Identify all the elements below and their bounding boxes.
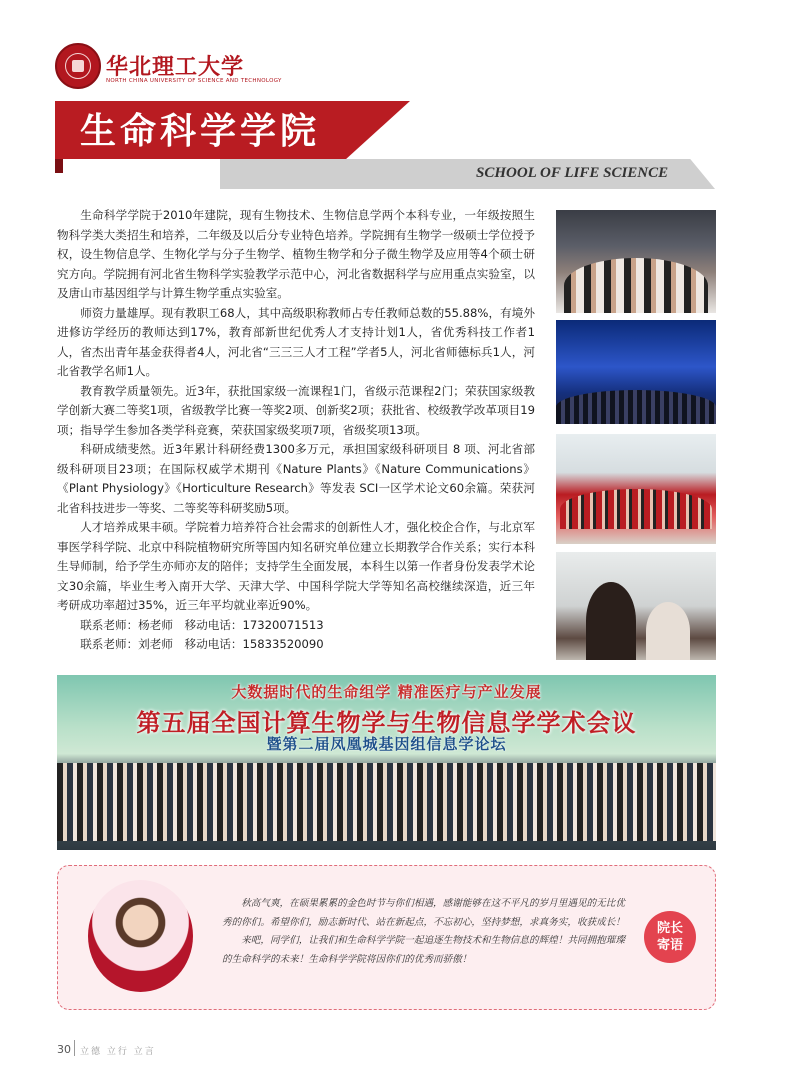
dean-message-badge [644, 911, 696, 963]
university-name-en: NORTH CHINA UNIVERSITY OF SCIENCE AND TECHNOLOGY [106, 78, 282, 84]
paragraph-faculty: 师资力量雄厚。现有教职工68人，其中高级职称教师占专任教师总数的55.88%，有境外进修访学经历的教师达到17%，教育部新世纪优秀人才支持计划1人，省优秀科技工作者1人，省杰出青年基金获得者4人，河北省“三三三人才工程”学者5人，河北省师德标兵1人，河北省教学名师1人。 [57, 305, 535, 378]
photo-auditorium-event [556, 320, 716, 424]
conference-title: 第五届全国计算生物学与生物信息学学术会议 [136, 709, 637, 737]
article-body [57, 206, 535, 655]
photo-classroom [556, 552, 716, 660]
paragraph-talent: 人才培养成果丰硕。学院着力培养符合社会需求的创新性人才，强化校企合作，与北京军事医学科学院、北京中科院植物研究所等国内知名研究单位建立长期教学合作关系；实行本科生导师制，给予学生亦师亦友的陪伴；支持学生全面发展，本科生以第一作者身份发表学术论文30余篇，毕业生考入南开大学、天津大学、中国科学院大学等知名高校继续深造，近三年考研成功率超过35%，近三年平均就业率近90%。 [57, 520, 535, 612]
footer-motto: 立德 立行 立言 [80, 1047, 156, 1057]
dean-portrait [88, 880, 193, 992]
conference-subtitle: 暨第二届凤凰城基因组信息学论坛 [266, 735, 507, 753]
group-photo-students [556, 210, 716, 313]
badge-line-2: 寄语 [656, 938, 683, 953]
title-banner-shadow [55, 159, 63, 173]
paragraph-intro: 生命科学学院于2010年建院，现有生物技术、生物信息学两个本科专业，一年级按照生物科学类大类招生和培养，二年级及以后分专业特色培养。学院拥有生物学一级硕士学位授予权，设生物信息学、生物化学与分子生物学、植物生物学和分子微生物学及应用等4个硕士研究方向。学院拥有河北省生物科学实验教学示范中心，河北省数据科学与应用重点实验室，以及唐山市基因组学与计算生物学重点实验室。 [57, 208, 535, 300]
contact-liu: 联系老师：刘老师 移动电话：15833520090 [80, 637, 324, 651]
crowd-row [57, 788, 716, 816]
dean-message-paragraph: 来吧，同学们，让我们和生命科学学院一起追逐生物技术和生物信息的辉煌！共同拥抱璀璨的生命科学的未来！生命科学学院将因你们的优秀而骄傲！ [222, 935, 625, 965]
contact-yang: 联系老师：杨老师 移动电话：17320071513 [80, 617, 324, 632]
conference-theme: 大数据时代的生命组学 精准医疗与产业发展 [231, 683, 542, 701]
conference-group-photo [57, 675, 716, 850]
photo-student-activity [556, 434, 716, 544]
page-number: 30 [57, 1043, 71, 1056]
footer-divider [74, 1040, 75, 1056]
university-seal-logo [55, 43, 101, 89]
paragraph-research: 科研成绩斐然。近3年累计科研经费1300多万元，承担国家级科研项目 8 项、河北省部级科研项目23项；在国际权威学术期刊《Nature Plants》《Nature Communications》《Plant Physiology》《Horticulture Research》等发表 SCI一区学术论文60余篇。荣获河北省科技进步一等奖、二等奖等科研奖励5项。 [57, 442, 535, 515]
page-title: 生命科学学院 [80, 111, 321, 152]
paragraph-teaching: 教育教学质量领先。近3年，获批国家级一流课程1门，省级示范课程2门；荣获国家级教学创新大赛二等奖1项，省级教学比赛一等奖2项、创新奖2项；获批省、校级教学改革项目19项；指导学生参加各类学科竞赛，荣获国家级奖项7项，省级奖项13项。 [57, 383, 535, 437]
crowd-row [57, 763, 716, 791]
dean-message-paragraph: 秋高气爽，在硕果累累的金色时节与你们相遇，感谢能够在这不平凡的岁月里遇见的无比优秀的你们。希望你们，励志新时代、站在新起点，不忘初心，坚持梦想，求真务实，收获成长！ [222, 898, 625, 928]
crowd-row [57, 813, 716, 841]
dean-message [222, 895, 630, 969]
badge-line-1: 院长 [656, 921, 683, 936]
page-subtitle-en: SCHOOL OF LIFE SCIENCE [476, 165, 669, 181]
university-name: 华北理工大学 [106, 54, 245, 80]
